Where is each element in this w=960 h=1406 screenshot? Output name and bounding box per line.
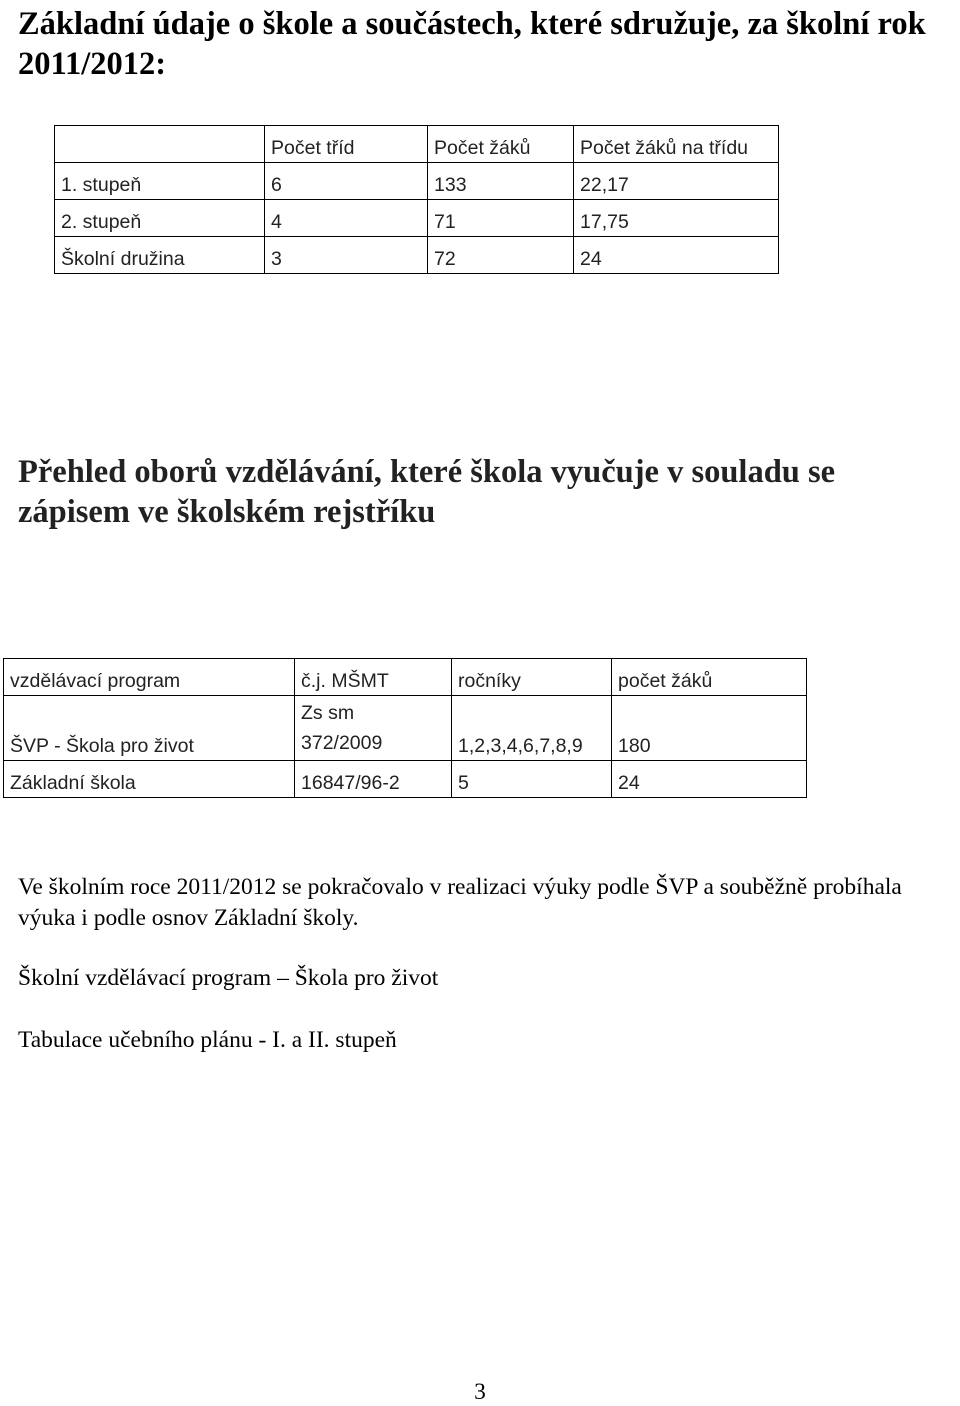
body-paragraph: Tabulace učebního plánu - I. a II. stupeň xyxy=(18,1027,397,1053)
table-cell: 1. stupeň xyxy=(55,163,265,200)
table-header-cell: Počet tříd xyxy=(265,126,428,163)
table-cell: 133 xyxy=(428,163,574,200)
page-number: 3 xyxy=(474,1379,486,1405)
table-cell: 5 xyxy=(452,761,612,798)
table-header-cell: vzdělávací program xyxy=(4,659,295,696)
table-row xyxy=(55,237,779,274)
table-cell: Základní škola xyxy=(4,761,295,798)
table-cell: 4 xyxy=(265,200,428,237)
table-row xyxy=(4,761,807,798)
body-paragraph: Školní vzdělávací program – Škola pro život xyxy=(18,965,439,991)
table-header-row xyxy=(55,126,779,163)
table-cell: 2. stupeň xyxy=(55,200,265,237)
section-heading-school-data: Základní údaje o škole a součástech, které sdružuje, za školní rok 2011/2012: xyxy=(18,6,926,82)
table-header-cell: č.j. MŠMT xyxy=(295,659,452,696)
table-cell: 24 xyxy=(612,761,807,798)
reference-number-line: Zs sm xyxy=(301,702,355,724)
table-cell: 71 xyxy=(428,200,574,237)
table-cell: 24 xyxy=(574,237,779,274)
body-paragraph: Ve školním roce 2011/2012 se pokračovalo v realizaci výuky podle ŠVP a souběžně probíhala výuka i podle osnov Základní školy. xyxy=(18,874,902,931)
table-row xyxy=(55,200,779,237)
table-row xyxy=(55,163,779,200)
study-programs-table xyxy=(3,658,807,798)
table-cell: 22,17 xyxy=(574,163,779,200)
table-cell: 16847/96-2 xyxy=(295,761,452,798)
table-cell: 180 xyxy=(612,696,807,761)
table-cell: ŠVP - Škola pro život xyxy=(4,696,295,761)
table-cell xyxy=(295,696,452,761)
table-header-row xyxy=(4,659,807,696)
reference-number-line: 372/2009 xyxy=(301,732,383,754)
table-header-cell: počet žáků xyxy=(612,659,807,696)
table-cell: 1,2,3,4,6,7,8,9 xyxy=(452,696,612,761)
table-header-cell xyxy=(55,126,265,163)
table-header-cell: Počet žáků xyxy=(428,126,574,163)
table-cell: 3 xyxy=(265,237,428,274)
table-header-cell: Počet žáků na třídu xyxy=(574,126,779,163)
table-cell: 6 xyxy=(265,163,428,200)
table-row xyxy=(4,696,807,761)
table-cell: 17,75 xyxy=(574,200,779,237)
table-cell: 72 xyxy=(428,237,574,274)
table-cell: Školní družina xyxy=(55,237,265,274)
school-stats-table xyxy=(54,125,779,274)
table-header-cell: ročníky xyxy=(452,659,612,696)
section-heading-fields-of-study: Přehled oborů vzdělávání, které škola vyučuje v souladu se zápisem ve školském rejstříku xyxy=(18,454,836,530)
